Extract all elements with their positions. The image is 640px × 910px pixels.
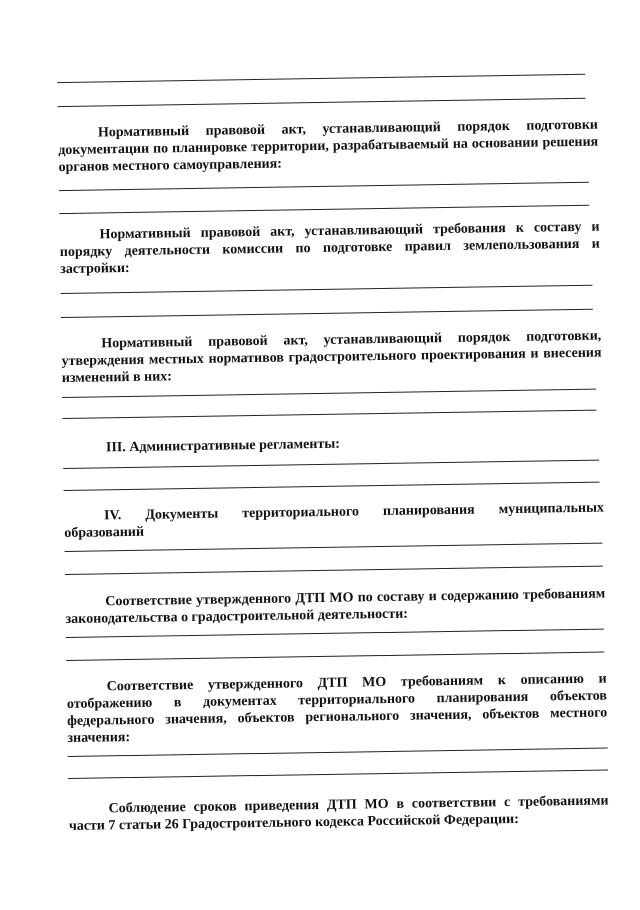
section-iv-heading: IV. Документы территориального планирования муниципальных образований (64, 500, 605, 542)
blank-line (57, 74, 585, 83)
paragraph-objects-description-compliance: Соответствие утвержденного ДТП МО требованиям к описанию и отображению в документах территориального планирования объектов федерального значения, объектов регионального значения, объектов местного значения: (66, 671, 608, 747)
blank-line (58, 98, 586, 107)
blank-line (64, 482, 600, 491)
blank-line (62, 389, 596, 398)
blank-line (61, 285, 593, 294)
paragraph-local-standards-act: Нормативный правовой акт, устанавливающий порядок подготовки, утверждения местных нормативов градостроительного проектирования и внесения изменений в них: (61, 328, 602, 387)
blank-line (66, 652, 604, 661)
paragraph-composition-compliance: Соответствие утвержденного ДТП МО по составу и содержанию требованиям законодательства о градостроительной деятельности: (65, 586, 606, 628)
blank-line (62, 410, 596, 419)
blank-line (68, 770, 608, 779)
paragraph-commission-act: Нормативный правовой акт, устанавливающий требования к составу и порядку деятельности комиссии по подготовке правил землепользования и застройки: (59, 219, 600, 278)
blank-line (68, 748, 608, 757)
blank-line (65, 566, 603, 575)
paragraph-deadlines-compliance: Соблюдение сроков приведения ДТП МО в соответствии с требованиями части 7 статьи 26 Градостроительного кодекса Российской Федерации: (68, 793, 609, 834)
blank-line (59, 182, 589, 191)
section-iii-heading: III. Административные регламенты: (105, 436, 340, 456)
blank-line (59, 205, 589, 214)
blank-line (63, 460, 599, 469)
blank-line (66, 629, 604, 638)
paragraph-planning-documentation-act: Нормативный правовой акт, устанавливающий порядок подготовки документации по планировке территории, разрабатываемый на основании решения органов местного самоуправления: (58, 117, 599, 176)
blank-line (65, 543, 603, 552)
blank-line (61, 309, 593, 318)
